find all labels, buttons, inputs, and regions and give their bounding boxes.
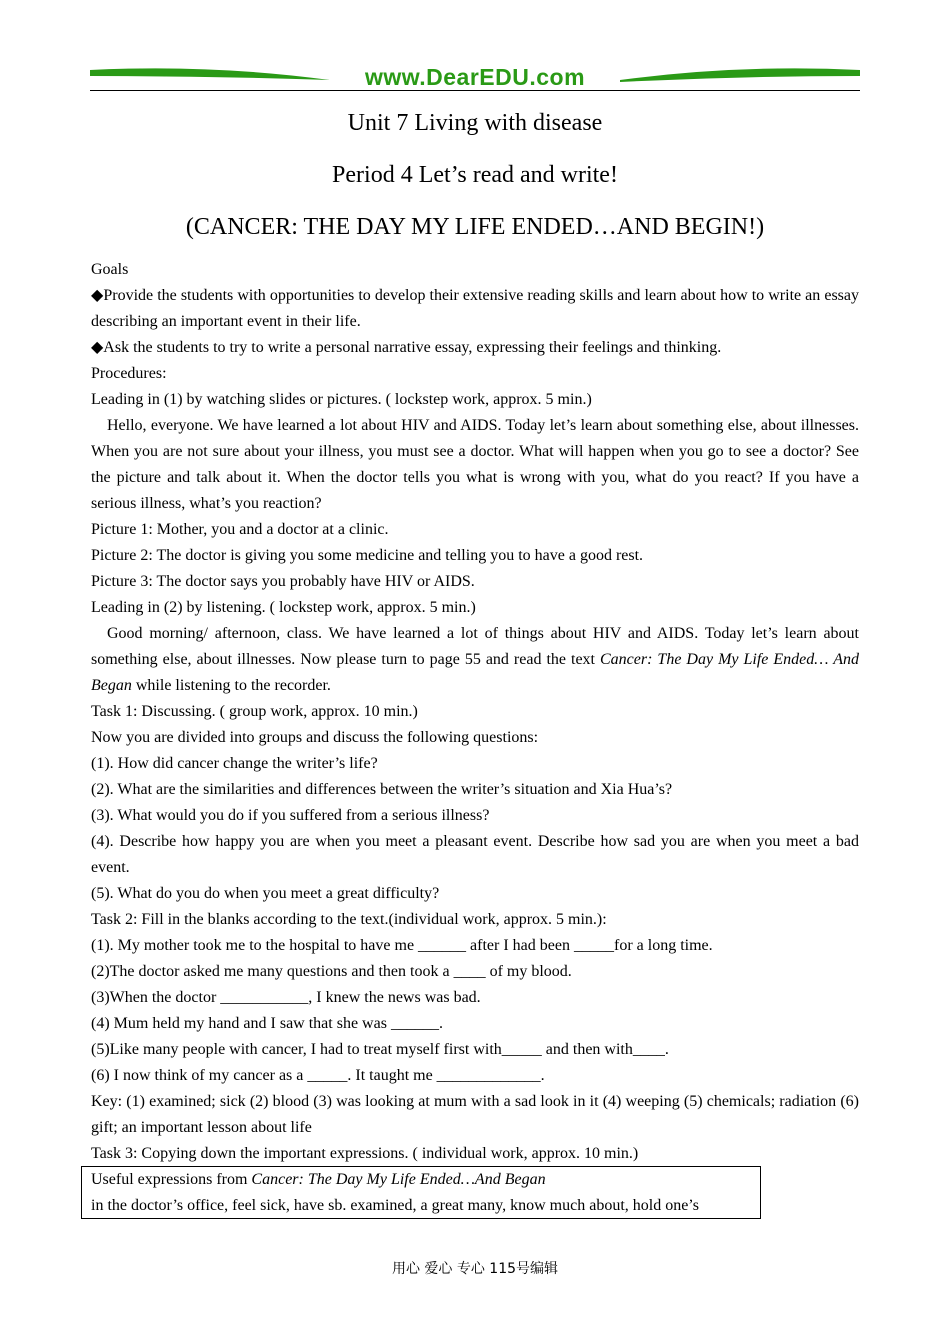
question-item: (4). Describe how happy you are when you meet a pleasant event. Describe how sad you are when you meet a bad event. bbox=[91, 833, 859, 876]
procedures-heading: Procedures: bbox=[91, 365, 167, 382]
period-title: Period 4 Let’s read and write! bbox=[332, 162, 618, 188]
leading-in-2-heading: Leading in (2) by listening. ( lockstep work, approx. 5 min.) bbox=[91, 599, 476, 616]
page-footer: 用心 爱心 专心 115号编辑 bbox=[391, 1261, 559, 1277]
goals-heading: Goals bbox=[91, 261, 129, 278]
goal-item: ◆Provide the students with opportunities to develop their extensive reading skills and learn about how to write an essay describing an important event in their life. bbox=[91, 287, 859, 330]
header-rule bbox=[90, 90, 860, 91]
blank-item: (1). My mother took me to the hospital to have me ______ after I had been _____for a long time. bbox=[91, 937, 713, 954]
blank-item: (5)Like many people with cancer, I had to treat myself first with_____ and then with____. bbox=[91, 1041, 669, 1058]
site-header bbox=[90, 62, 860, 94]
blank-item: (6) I now think of my cancer as a _____. It taught me _____________. bbox=[91, 1067, 545, 1084]
picture-1-text: Picture 1: Mother, you and a doctor at a clinic. bbox=[91, 521, 389, 538]
leading-in-2-text-a: Good morning/ afternoon, class. We have learned a lot of things about HIV and AIDS. Today let’s learn about something else, about illnesses. Now please turn to page 55 and read the text bbox=[91, 625, 859, 668]
task-1-intro: Now you are divided into groups and discuss the following questions: bbox=[91, 729, 539, 746]
blank-item: (3)When the doctor ___________, I knew the news was bad. bbox=[91, 989, 481, 1006]
task-1-heading: Task 1: Discussing. ( group work, approx. 10 min.) bbox=[91, 703, 418, 720]
task-3-heading: Task 3: Copying down the important expressions. ( individual work, approx. 10 min.) bbox=[91, 1145, 639, 1162]
box-label-text: Useful expressions from bbox=[91, 1171, 252, 1188]
question-item: (1). How did cancer change the writer’s life? bbox=[91, 755, 378, 772]
picture-2-text: Picture 2: The doctor is giving you some medicine and telling you to have a good rest. bbox=[91, 547, 644, 564]
question-item: (5). What do you do when you meet a great difficulty? bbox=[91, 885, 440, 902]
right-swoosh-graphic bbox=[620, 66, 860, 84]
useful-expressions-box bbox=[81, 1166, 761, 1219]
goal-item: ◆Ask the students to try to write a personal narrative essay, expressing their feelings and thinking. bbox=[91, 339, 722, 356]
blank-item: (4) Mum held my hand and I saw that she was ______. bbox=[91, 1015, 443, 1032]
question-item: (2). What are the similarities and differences between the writer’s situation and Xia Hua’s? bbox=[91, 781, 673, 798]
leading-in-2-text-b: while listening to the recorder. bbox=[131, 677, 331, 694]
blank-item: (2)The doctor asked me many questions and then took a ____ of my blood. bbox=[91, 963, 572, 980]
box-label bbox=[91, 1167, 760, 1193]
leading-in-1-paragraph: Hello, everyone. We have learned a lot about HIV and AIDS. Today let’s learn about something else, about illnesses. When you are not sure about your illness, you must see a doctor. What will happen when you go to see a doctor? See the picture and talk about it. When the doctor tells you what is wrong with you, what do you react? If you have a serious illness, what’s you reaction? bbox=[91, 417, 859, 512]
text-title-italic: Cancer: The Day My Life Ended… And Began bbox=[91, 651, 859, 694]
leading-in-2-paragraph bbox=[91, 621, 859, 699]
task-2-heading: Task 2: Fill in the blanks according to the text.(individual work, approx. 5 min.): bbox=[91, 911, 607, 928]
question-item: (3). What would you do if you suffered from a serious illness? bbox=[91, 807, 490, 824]
box-label-italic: Cancer: The Day My Life Ended…And Began bbox=[251, 1171, 546, 1188]
picture-3-text: Picture 3: The doctor says you probably have HIV or AIDS. bbox=[91, 573, 475, 590]
lesson-body bbox=[91, 257, 859, 1167]
unit-title: Unit 7 Living with disease bbox=[347, 110, 603, 136]
lesson-subtitle: (CANCER: THE DAY MY LIFE ENDED…AND BEGIN!) bbox=[185, 214, 765, 240]
leading-in-1-heading: Leading in (1) by watching slides or pictures. ( lockstep work, approx. 5 min.) bbox=[91, 391, 592, 408]
site-logo[interactable]: www.DearEDU.com bbox=[364, 64, 586, 90]
box-expressions-line: in the doctor’s office, feel sick, have sb. examined, a great many, know much about, hold one’s bbox=[91, 1197, 699, 1214]
answer-key: Key: (1) examined; sick (2) blood (3) was looking at mum with a sad look in it (4) weeping (5) chemicals; radiation (6) gift; an important lesson about life bbox=[91, 1093, 859, 1136]
